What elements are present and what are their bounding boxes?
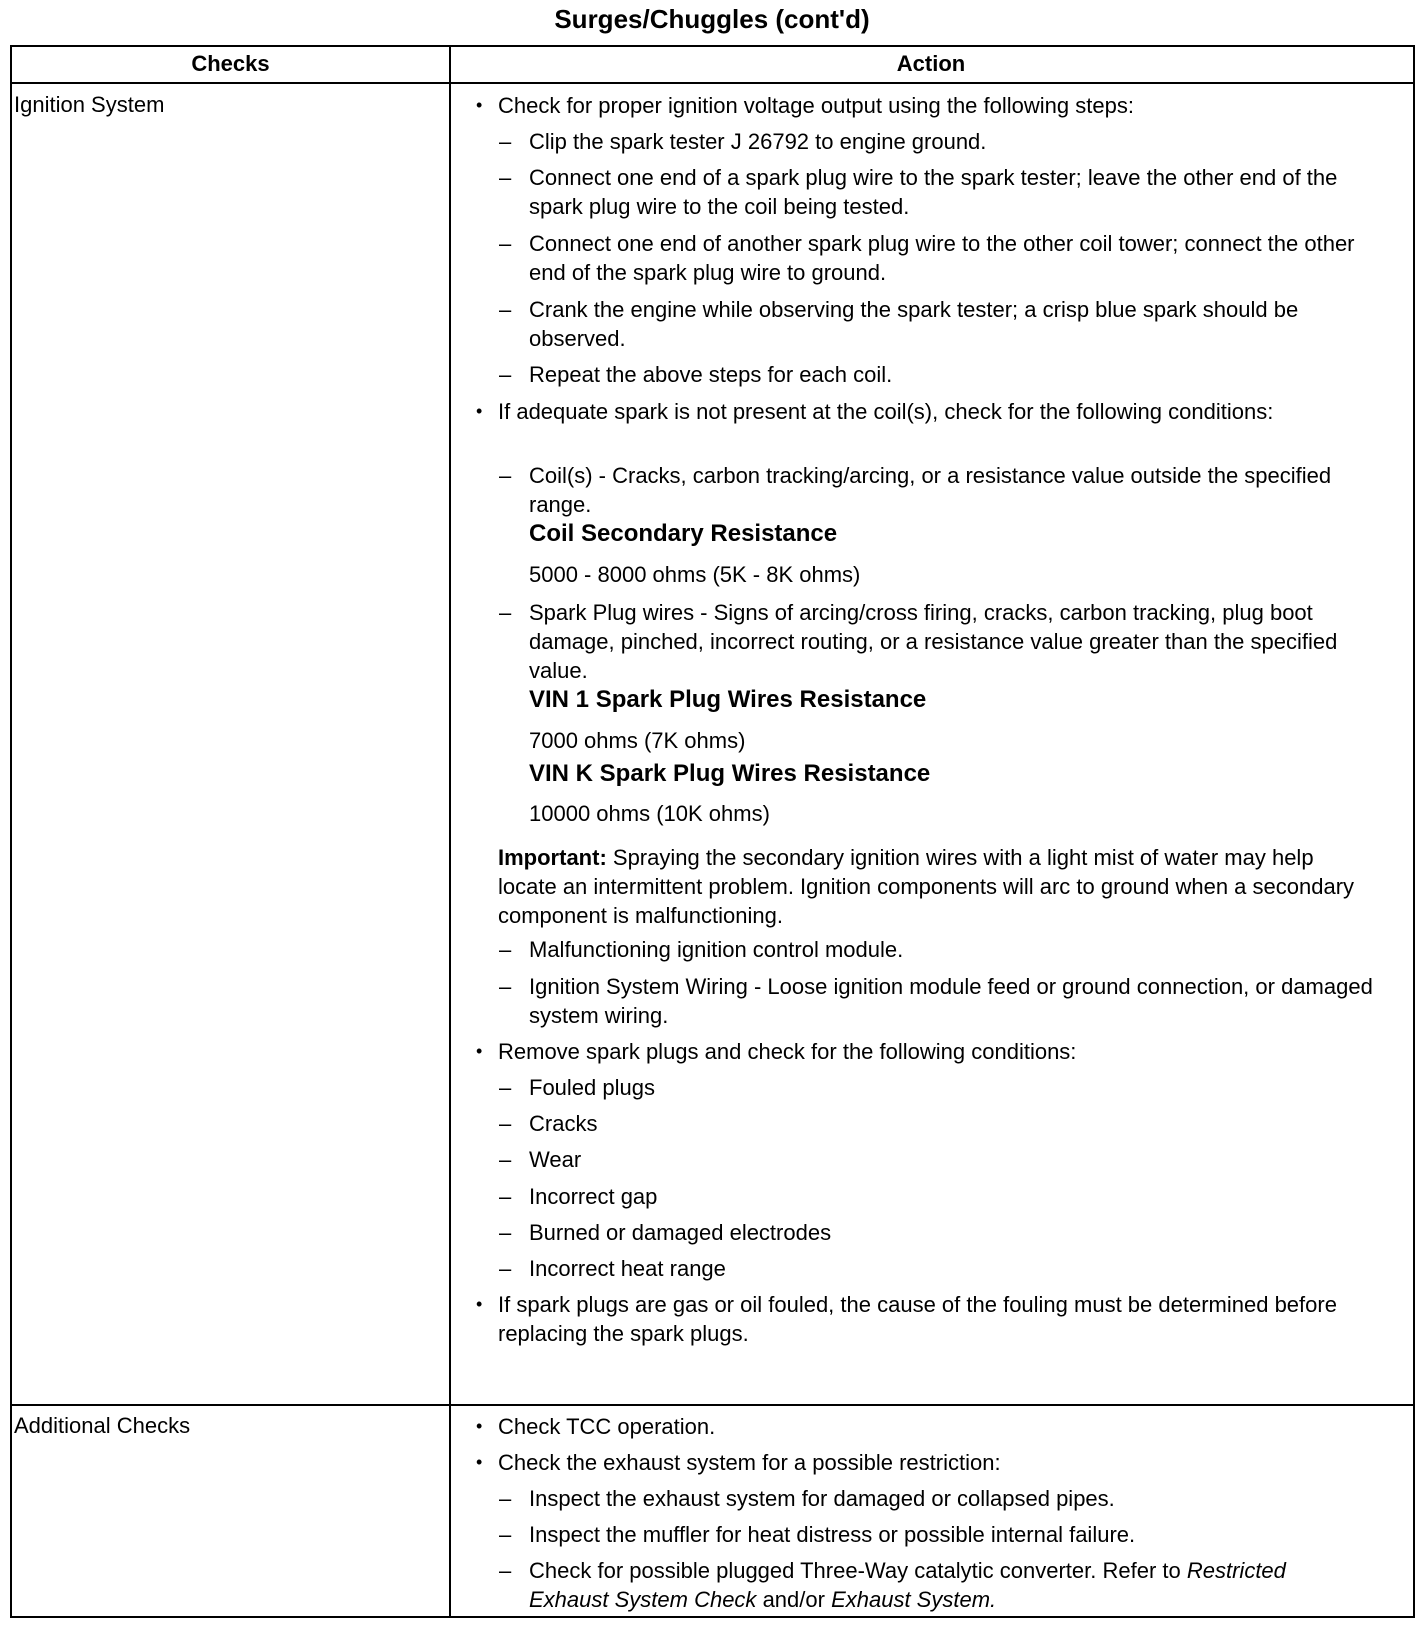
reference-link: Exhaust System. <box>831 1587 997 1612</box>
dash-icon: – <box>499 165 512 190</box>
header-checks: Checks <box>191 51 270 76</box>
dash-icon: – <box>499 1075 512 1100</box>
dash-icon: – <box>499 297 512 322</box>
list-item: – Malfunctioning ignition control module. <box>499 937 904 962</box>
list-item: – Inspect the muffler for heat distress or possible internal failure. <box>499 1522 1136 1547</box>
list-item: – Connect one end of another spark plug wire to the other coil tower; connect the other end of the spark plug wire to ground. <box>499 231 1355 285</box>
dash-icon: – <box>499 1147 512 1172</box>
bullet-icon: • <box>476 1452 483 1472</box>
spec-value: 7000 ohms (7K ohms) <box>529 728 746 753</box>
column-divider <box>449 47 451 1616</box>
checks-table <box>10 45 1415 1618</box>
list-item: – Ignition System Wiring - Loose ignition module feed or ground connection, or damaged system wiring. <box>499 974 1373 1028</box>
bullet-icon: • <box>476 1416 483 1436</box>
bullet-icon: • <box>476 1041 483 1061</box>
list-item: – Coil(s) - Cracks, carbon tracking/arcing, or a resistance value outside the specified range. <box>499 463 1332 517</box>
spec-title: VIN K Spark Plug Wires Resistance <box>529 760 931 787</box>
list-item: – Repeat the above steps for each coil. <box>499 362 893 387</box>
bullet-icon: • <box>476 401 483 421</box>
dash-icon: – <box>499 1111 512 1136</box>
list-item: – Connect one end of a spark plug wire to the spark tester; leave the other end of the spark plug wire to the coil being tested. <box>499 165 1338 219</box>
dash-icon: – <box>499 1558 512 1583</box>
dash-icon: – <box>499 1256 512 1281</box>
list-item: – Burned or damaged electrodes <box>499 1220 832 1245</box>
dash-icon: – <box>499 231 512 256</box>
list-item: • If adequate spark is not present at the coil(s), check for the following conditions: <box>476 399 1274 424</box>
bullet-icon: • <box>476 1294 483 1314</box>
list-item: – Fouled plugs <box>499 1075 655 1100</box>
dash-icon: – <box>499 362 512 387</box>
dash-icon: – <box>499 937 512 962</box>
page-title: Surges/Chuggles (cont'd) <box>554 4 870 34</box>
list-item: – Incorrect heat range <box>499 1256 726 1281</box>
reference-link: Restricted Exhaust System Check <box>529 1558 1286 1612</box>
important-note: Important: Spraying the secondary ignition wires with a light mist of water may help locate an intermittent problem. Ignition components will arc to ground when a secondary component is malfunctioning. <box>498 845 1355 928</box>
spec-value: 5000 - 8000 ohms (5K - 8K ohms) <box>529 562 861 587</box>
list-item: – Spark Plug wires - Signs of arcing/cross firing, cracks, carbon tracking, plug boot damage, pinched, incorrect routing, or a resistance value greater than the specified value. <box>499 600 1338 683</box>
spec-title: Coil Secondary Resistance <box>529 520 838 547</box>
list-item: • Check the exhaust system for a possible restriction: <box>476 1450 1001 1475</box>
bullet-icon: • <box>476 95 483 115</box>
header-divider <box>12 82 1413 84</box>
dash-icon: – <box>499 1486 512 1511</box>
dash-icon: – <box>499 1220 512 1245</box>
list-item: – Inspect the exhaust system for damaged or collapsed pipes. <box>499 1486 1115 1511</box>
list-item: – Clip the spark tester J 26792 to engine ground. <box>499 129 987 154</box>
list-item: – Cracks <box>499 1111 598 1136</box>
dash-icon: – <box>499 463 512 488</box>
list-item: – Crank the engine while observing the spark tester; a crisp blue spark should be observed. <box>499 297 1299 351</box>
list-item: – Wear <box>499 1147 582 1172</box>
header-action: Action <box>896 51 966 76</box>
list-item: • Remove spark plugs and check for the following conditions: <box>476 1039 1077 1064</box>
list-item: – Check for possible plugged Three-Way catalytic converter. Refer to Restricted Exhaust System Check and/or Exhaust System. <box>499 1558 1286 1612</box>
spec-title: VIN 1 Spark Plug Wires Resistance <box>529 686 927 713</box>
check-additional: Additional Checks <box>14 1413 191 1438</box>
spec-value: 10000 ohms (10K ohms) <box>529 801 770 826</box>
dash-icon: – <box>499 600 512 625</box>
list-item: • Check TCC operation. <box>476 1414 716 1439</box>
list-item: • Check for proper ignition voltage output using the following steps: <box>476 93 1134 118</box>
dash-icon: – <box>499 1522 512 1547</box>
list-item: – Incorrect gap <box>499 1184 658 1209</box>
dash-icon: – <box>499 974 512 999</box>
dash-icon: – <box>499 129 512 154</box>
check-ignition-system: Ignition System <box>14 92 165 117</box>
list-item: • If spark plugs are gas or oil fouled, the cause of the fouling must be determined before replacing the spark plugs. <box>476 1292 1337 1346</box>
dash-icon: – <box>499 1184 512 1209</box>
row-divider <box>12 1404 1413 1406</box>
